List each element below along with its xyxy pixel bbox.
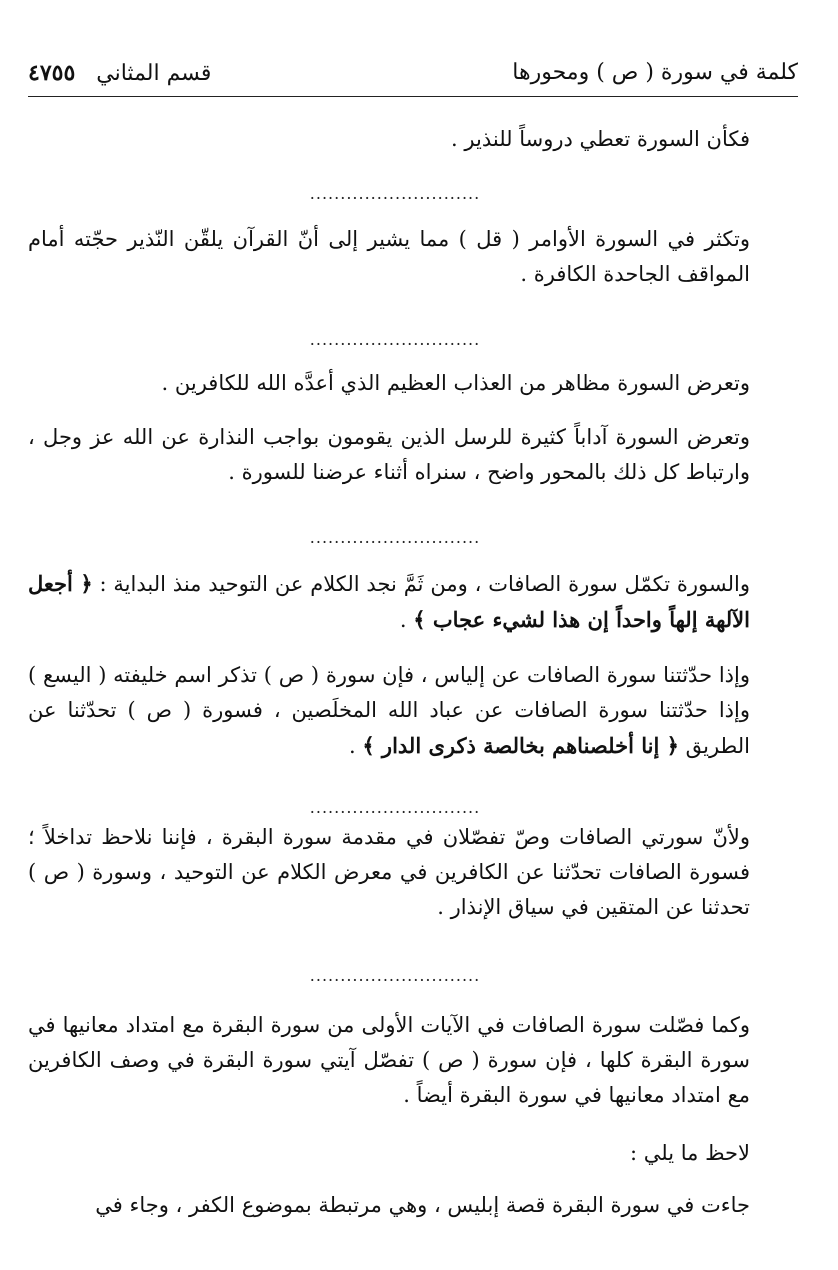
paragraph	[28, 222, 798, 292]
paragraph-text	[28, 566, 798, 638]
separator: ............................	[309, 184, 481, 203]
separator: ............................	[309, 330, 481, 349]
paragraph	[28, 1136, 798, 1171]
paragraph-segment: والسورة تكمّل سورة الصافات ، ومن ثَمَّ نجد الكلام عن التوحيد منذ البداية :	[99, 572, 750, 596]
paragraph	[28, 420, 798, 490]
running-title: كلمة في سورة ( ص ) ومحورها	[512, 60, 798, 85]
header-meta	[28, 60, 211, 86]
quran-quote: ﴿ إنا أخلصناهم بخالصة ذكرى الدار ﴾	[362, 733, 679, 758]
header-rule	[28, 96, 798, 97]
paragraph	[28, 820, 798, 925]
paragraph-segment: وإذا حدّثتنا سورة الصافات عن إلياس ، فإن سورة ( ص ) تذكر اسم خليفته ( اليسع ) وإذا حدّثتنا سورة الصافات عن عباد الله المخلَصين ، فسورة ( ص ) تحدّثنا عن الطريق	[28, 663, 750, 758]
separator: ............................	[309, 966, 481, 985]
section-name: قسم المثاني	[96, 61, 212, 86]
paragraph-text: لاحظ ما يلي :	[630, 1141, 750, 1165]
paragraph	[28, 566, 798, 638]
separator: ............................	[309, 798, 481, 817]
quran-quote: ﴿ أجعل الآلهة إلهاً واحداً إن هذا لشيء عجاب ﴾	[28, 571, 750, 632]
paragraph	[28, 1188, 798, 1223]
paragraph-text: وتعرض السورة آداباً كثيرة للرسل الذين يقومون بواجب النذارة عن الله عز وجل ، وارتباط كل ذلك بالمحور واضح ، سنراه أثناء عرضنا للسورة .	[28, 425, 750, 484]
paragraph-text: وتعرض السورة مظاهر من العذاب العظيم الذي أعدَّه الله للكافرين .	[161, 371, 750, 395]
paragraph-segment: .	[399, 608, 414, 632]
paragraph	[28, 1008, 798, 1113]
paragraph-text: وتكثر في السورة الأوامر ( قل ) مما يشير إلى أنّ القرآن يلقّن النّذير حجّته أمام المواقف الجاحدة الكافرة .	[28, 227, 750, 286]
separator: ............................	[309, 528, 481, 547]
paragraph	[28, 366, 798, 401]
paragraph	[28, 122, 798, 157]
paragraph	[28, 658, 798, 764]
paragraph-segment: .	[348, 734, 363, 758]
paragraph-text: وكما فصّلت سورة الصافات في الآيات الأولى من سورة البقرة مع امتداد معانيها في سورة البقرة كلها ، فإن سورة ( ص ) تفصّل آيتي سورة البقرة في وصف الكافرين مع امتداد معانيها في سورة البقرة أيضاً .	[28, 1013, 750, 1107]
paragraph-text: جاءت في سورة البقرة قصة إبليس ، وهي مرتبطة بموضوع الكفر ، وجاء في	[95, 1193, 750, 1217]
page-number: ٤٧٥٥	[28, 60, 76, 86]
paragraph-text: ولأنّ سورتي الصافات وصّ تفصّلان في مقدمة سورة البقرة ، فإننا نلاحظ تداخلاً ؛ فسورة الصافات تحدّثنا عن الكافرين في معرض الكلام عن التوحيد ، وسورة ( ص ) تحدثنا عن المتقين في سياق الإنذار .	[28, 825, 750, 919]
paragraph-text	[28, 658, 798, 764]
paragraph-text: فكأن السورة تعطي دروساً للنذير .	[451, 127, 750, 151]
page-header	[28, 56, 798, 96]
